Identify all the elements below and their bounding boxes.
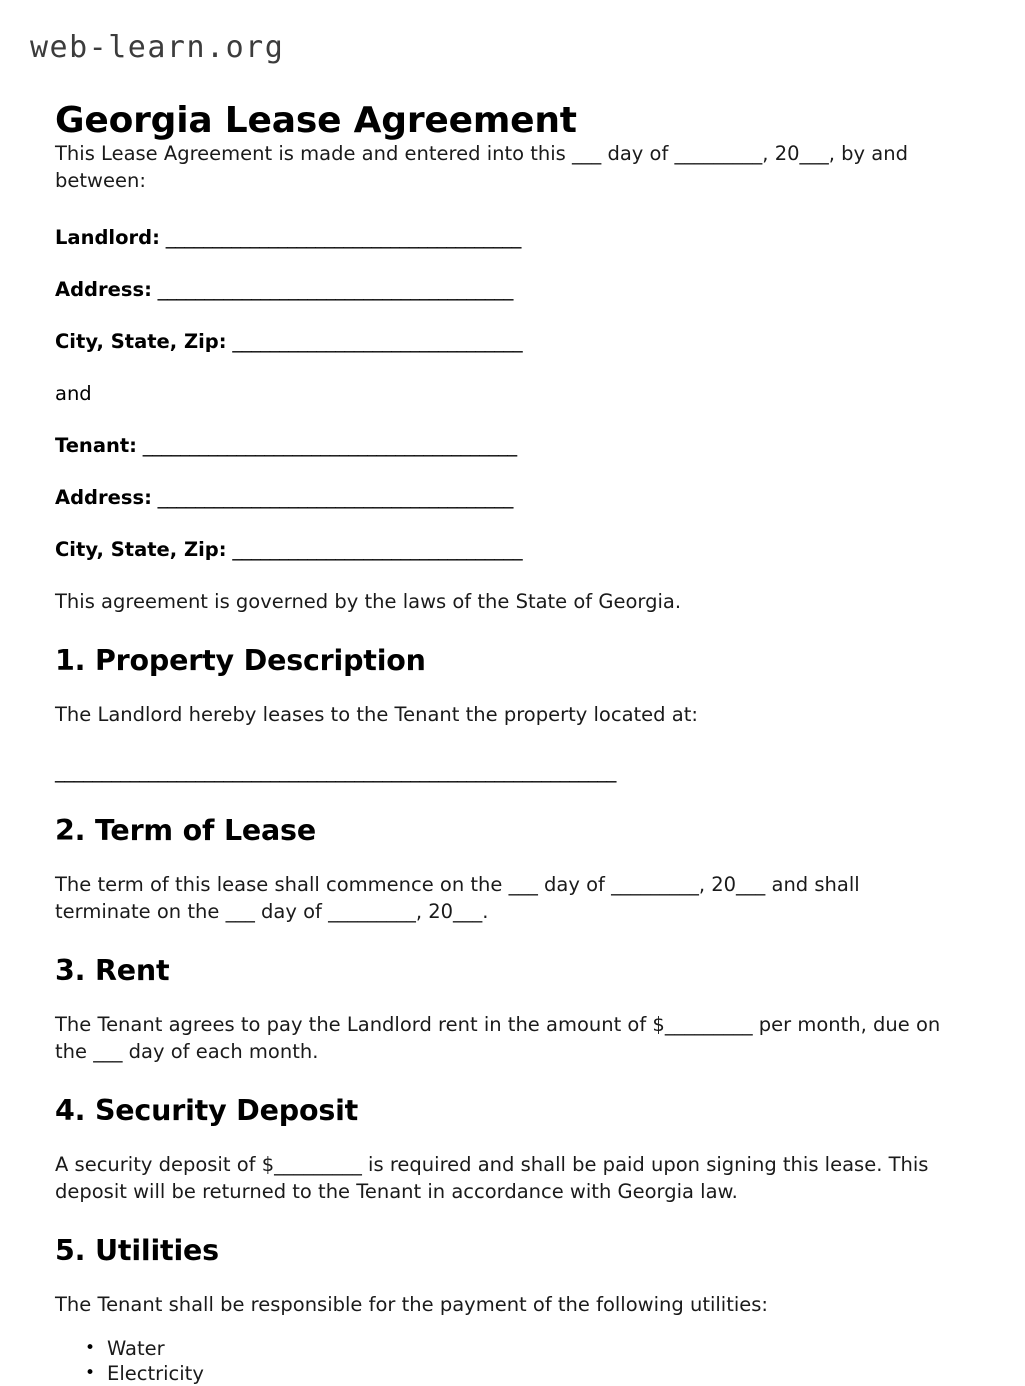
section-body-property-description: The Landlord hereby leases to the Tenant the property located at: [55, 703, 698, 726]
field-landlord-name [55, 224, 960, 251]
section-heading-term-of-lease: 2. Term of Lease [55, 814, 316, 847]
parties-conjunction: and [55, 382, 92, 405]
site-brand-logo: web-learn.org [30, 30, 285, 65]
field-label: City, State, Zip: [55, 330, 227, 353]
page-title: Georgia Lease Agreement [55, 100, 577, 142]
fill-in-blank[interactable]: ______________________________________ [151, 278, 513, 301]
governing-law-text: This agreement is governed by the laws of the State of Georgia. [55, 590, 682, 613]
utilities-list [55, 1336, 960, 1386]
fill-in-blank[interactable]: ________________________________________ [136, 434, 517, 457]
list-item: • Electricity [107, 1361, 960, 1386]
section-heading-rent: 3. Rent [55, 954, 170, 987]
field-label: City, State, Zip: [55, 538, 227, 561]
fill-in-blank[interactable]: ______________________________________ [151, 486, 513, 509]
field-tenant-city-state-zip [55, 536, 960, 563]
section-heading-utilities: 5. Utilities [55, 1234, 219, 1267]
document-body [55, 140, 960, 1386]
property-address-blank[interactable]: ____________________________________________________________ [55, 760, 617, 783]
section-body-term-of-lease: The term of this lease shall commence on the ___ day of _________, 20___ and shall terminate on the ___ day of _________, 20___. [55, 873, 860, 923]
field-label: Tenant: [55, 434, 137, 457]
list-item: • Water [107, 1336, 960, 1361]
fill-in-blank[interactable]: _______________________________ [226, 538, 523, 561]
fill-in-blank[interactable]: _______________________________ [226, 330, 523, 353]
field-tenant-address [55, 484, 960, 511]
intro-paragraph: This Lease Agreement is made and entered into this ___ day of _________, 20___, by and between: [55, 142, 908, 192]
field-label: Address: [55, 278, 152, 301]
section-heading-security-deposit: 4. Security Deposit [55, 1094, 359, 1127]
field-landlord-city-state-zip [55, 328, 960, 355]
field-tenant-name [55, 432, 960, 459]
section-body-security-deposit: A security deposit of $_________ is required and shall be paid upon signing this lease. This deposit will be returned to the Tenant in accordance with Georgia law. [55, 1153, 929, 1203]
section-body-utilities: The Tenant shall be responsible for the payment of the following utilities: [55, 1293, 769, 1316]
field-label: Landlord: [55, 226, 160, 249]
field-landlord-address [55, 276, 960, 303]
field-label: Address: [55, 486, 152, 509]
fill-in-blank[interactable]: ______________________________________ [159, 226, 521, 249]
section-heading-property-description: 1. Property Description [55, 644, 426, 677]
section-body-rent: The Tenant agrees to pay the Landlord rent in the amount of $_________ per month, due on the ___ day of each month. [55, 1013, 941, 1063]
